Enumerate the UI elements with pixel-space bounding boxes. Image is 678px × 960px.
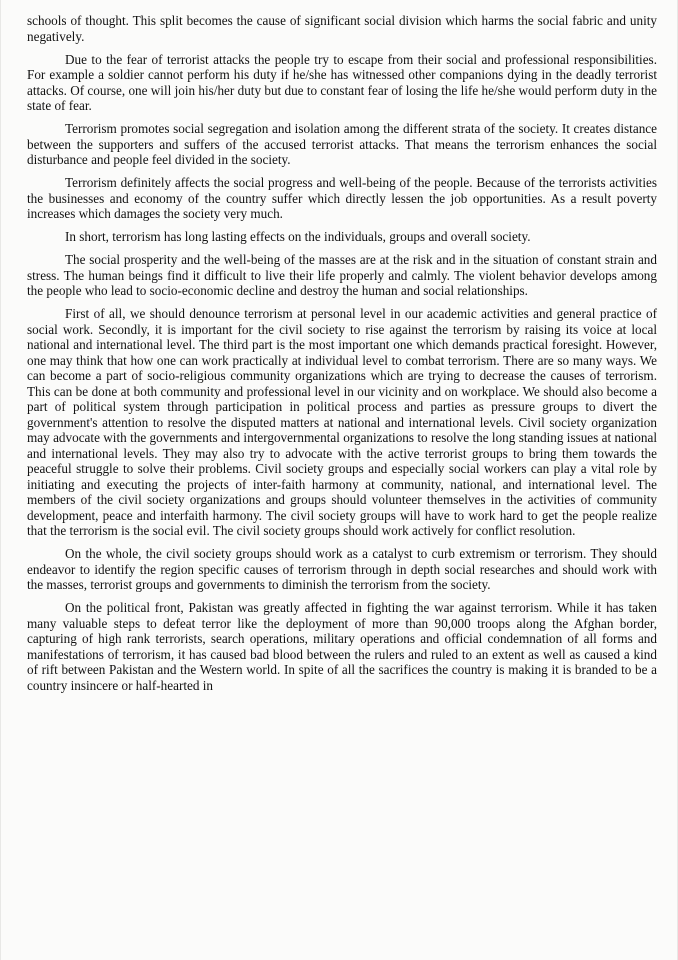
paragraph-1: schools of thought. This split becomes the cause of significant social division which harms the social fabric and unity negatively. — [27, 13, 657, 44]
paragraph-8: On the whole, the civil society groups should work as a catalyst to curb extremism or terrorism. They should endeavor to identify the region specific causes of terrorism through in depth social researches and should work with the masses, terrorist groups and governments to diminish the terrorism from the society. — [27, 546, 657, 592]
paragraph-5: In short, terrorism has long lasting effects on the individuals, groups and overall society. — [65, 229, 531, 244]
paragraph-9: On the political front, Pakistan was greatly affected in fighting the war against terrorism. While it has taken many valuable steps to defeat terror like the deployment of more than 90,000 troops along the Afghan border, capturing of high rank terrorists, search operations, military operations and official condemnation of all forms and manifestations of terrorism, it has caused bad blood between the rulers and ruled to an extent as well as caused a kind of rift between Pakistan and the Western world. In spite of all the sacrifices the country is making it is branded to be a country insincere or half-hearted in — [27, 600, 657, 693]
paragraph-3: Terrorism promotes social segregation and isolation among the different strata of the society. It creates distance between the supporters and suffers of the accused terrorist attacks. That means the terrorism enhances the social disturbance and people feel divided in the society. — [27, 121, 657, 167]
paragraph-7: First of all, we should denounce terrorism at personal level in our academic activities and general practice of social work. Secondly, it is important for the civil society to rise against the terrorism by raising its voice at local national and international level. The third part is the most important one which demands practical foresight. However, one may think that how one can work practically at individual level to combat terrorism. There are so many ways. We can become a part of socio-religious community organizations which are trying to decrease the causes of terrorism. This can be done at both community and professional level in our vicinity and on workplace. We should also become a part of political system through participation in political process and parties as pressure groups to divert the government's attention to resolve the disputed matters at national and international levels. Civil society organization may advocate with the governments and intergovernmental organizations to resolve the long standing issues at national and international levels. They may also try to advocate with the active terrorist groups to bring them towards the peaceful struggle to solve their problems. Civil society groups and especially social workers can play a vital role by initiating and executing the projects of inter-faith harmony at community, national, and international level. The members of the civil society organizations and groups should volunteer themselves in the activities of community development, peace and interfaith harmony. The civil society groups will have to work hard to get the people realize that the terrorism is the social evil. The civil society groups should work actively for conflict resolution. — [27, 306, 657, 538]
document-body — [27, 13, 657, 701]
paragraph-2: Due to the fear of terrorist attacks the people try to escape from their social and professional responsibilities. For example a soldier cannot perform his duty if he/she has witnessed other companions dying in the deadly terrorist attacks. Of course, one will join his/her duty but due to constant fear of losing the life he/she would perform duty in the state of fear. — [27, 51, 657, 113]
paragraph-4: Terrorism definitely affects the social progress and well-being of the people. Because of the terrorists activities the businesses and economy of the country suffer which directly lessen the job opportunities. As a result poverty increases which damages the society very much. — [27, 175, 657, 221]
paragraph-6: The social prosperity and the well-being of the masses are at the risk and in the situation of constant strain and stress. The human beings find it difficult to live their life properly and calmly. The violent behavior develops among the people who lead to socio-economic decline and destroy the human and social relationships. — [27, 252, 657, 298]
